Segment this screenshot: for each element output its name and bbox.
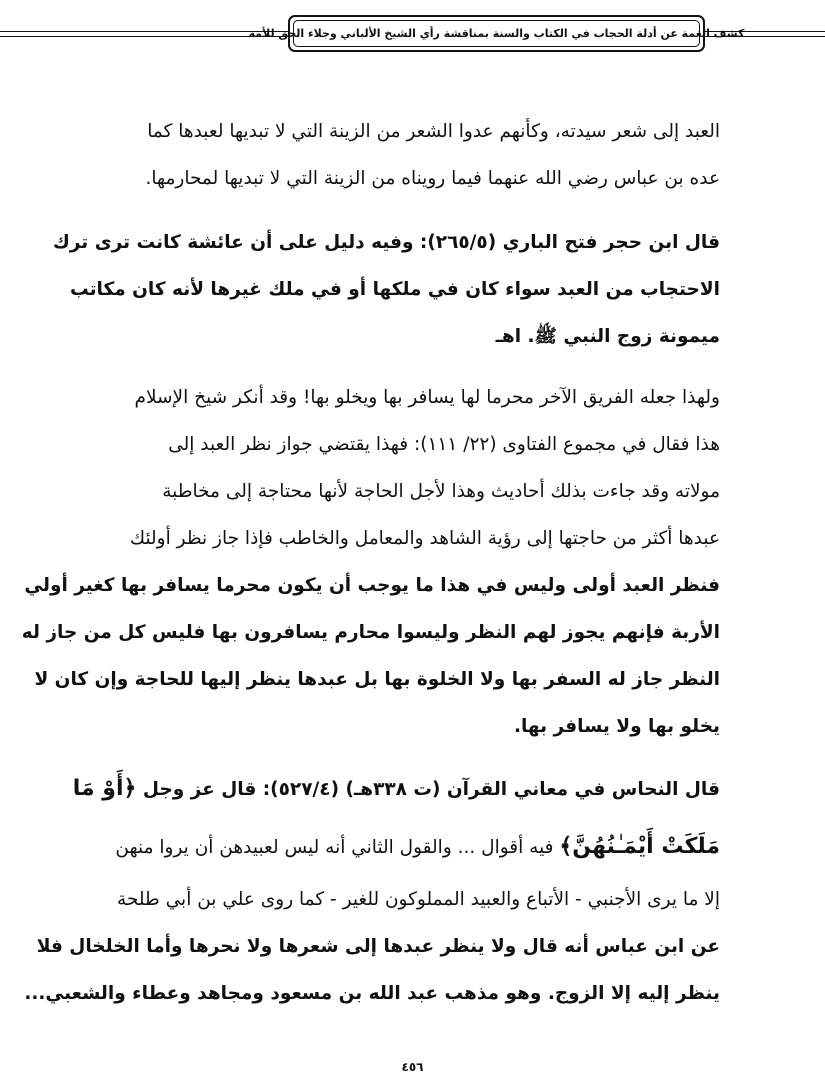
paragraph-2-line-3: ميمونة زوج النبي ﷺ. اهـ <box>495 326 720 347</box>
paragraph-3-line-1: ولهذا جعله الفريق الآخر محرما لها يسافر بها ويخلو بها! وقد أنكر شيخ الإسلام <box>134 387 720 408</box>
paragraph-2-line-2: الاحتجاب من العبد سواء كان في ملكها أو في ملك غيرها لأنه كان مكاتب <box>69 279 720 300</box>
paragraph-4-line-1-text: قال النحاس في معاني القرآن (ت ٣٣٨هـ) (٥٢٧/٤): قال عز وجل <box>142 779 720 800</box>
paragraph-3-line-7: النظر جاز له السفر بها ولا الخلوة بها بل عبدها ينظر إليها للحاجة وإن كان لا <box>34 669 720 690</box>
paragraph-4-line-2 <box>95 818 720 876</box>
paragraph-1-line-1: العبد إلى شعر سيدته، وكأنهم عدوا الشعر من الزينة التي لا تبديها لعبدها كما <box>147 121 720 142</box>
paragraph-1 <box>95 108 720 202</box>
paragraph-4 <box>24 760 720 1017</box>
page-number: ٤٥٦ <box>401 1060 424 1074</box>
running-header <box>248 15 745 52</box>
paragraph-3-line-4: عبدها أكثر من حاجتها إلى رؤية الشاهد والمعامل والخاطب فإذا جاز نظر أولئك <box>129 528 720 549</box>
paragraph-4-line-2-text: فيه أقوال ... والقول الثاني أنه ليس لعبيدهن أن يروا منهن <box>115 837 554 858</box>
paragraph-4-line-5: ينظر إليه إلا الزوج. وهو مذهب عبد الله بن مسعود ومجاهد وعطاء والشعبي... <box>24 983 720 1004</box>
paragraph-3-line-3: مولاته وقد جاءت بذلك أحاديث وهذا لأجل الحاجة لأنها محتاجة إلى مخاطبة <box>162 481 720 502</box>
paragraph-4-line-3: إلا ما يرى الأجنبي - الأتباع والعبيد المملوكون للغير - كما روى علي بن أبي طلحة <box>117 889 720 910</box>
quran-verse-end: مَلَكَتْ أَيْمَـٰنُهُنَّ﴾ <box>559 834 720 859</box>
paragraph-2 <box>52 219 720 360</box>
paragraph-3-line-5: فنظر العبد أولى وليس في هذا ما يوجب أن يكون محرما يسافر بها كغير أولي <box>24 575 720 596</box>
paragraph-4-line-4: عن ابن عباس أنه قال ولا ينظر عبدها إلى شعرها ولا نحرها وأما الخلخال فلا <box>36 936 720 957</box>
paragraph-3 <box>21 374 720 750</box>
paragraph-3-line-8: يخلو بها ولا يسافر بها. <box>513 716 720 737</box>
paragraph-1-line-2: عده بن عباس رضي الله عنهما فيما رويناه من الزينة التي لا تبديها لمحارمها. <box>145 168 720 189</box>
paragraph-3-line-2: هذا فقال في مجموع الفتاوى (٢٢/ ١١١): فهذا يقتضي جواز نظر العبد إلى <box>168 434 720 455</box>
paragraph-3-line-6: الأربة فإنهم يجوز لهم النظر وليسوا محارم يسافرون بها فليس كل من جاز له <box>21 622 720 643</box>
quran-verse-start: ﴿أَوْ مَا <box>72 776 137 801</box>
paragraph-4-line-1 <box>72 760 720 818</box>
paragraph-2-line-1: قال ابن حجر فتح الباري (٢٦٥/٥): وفيه دليل على أن عائشة كانت ترى ترك <box>52 232 720 253</box>
header-rule-left <box>0 31 288 37</box>
running-header-title: كشف الغمة عن أدلة الحجاب في الكتاب والسنة بمناقشة رأي الشيخ الألباني وجلاء الحق للأمة <box>248 27 745 40</box>
